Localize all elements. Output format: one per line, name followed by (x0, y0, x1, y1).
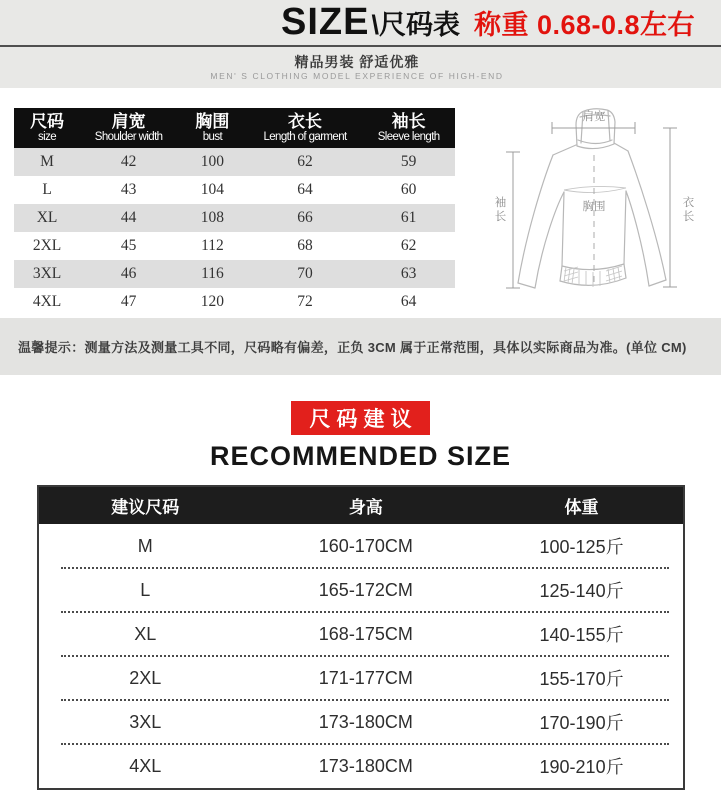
diagram-label-sleeve: 袖长 (494, 197, 507, 223)
cell-length: 62 (297, 153, 313, 170)
col-shoulder-en: Shoulder width (94, 131, 163, 143)
table-row (14, 232, 455, 260)
col-header-length (248, 108, 363, 148)
cell-length: 70 (297, 265, 313, 282)
title-size-cn: \尺码表 (371, 10, 460, 40)
cell-size: 3XL (32, 265, 62, 282)
cell-size: 4XL (32, 293, 62, 310)
col-shoulder-cn: 肩宽 (111, 112, 146, 131)
cell-length: 68 (297, 237, 313, 254)
size-table-body (14, 148, 455, 316)
cell-bust: 112 (201, 237, 224, 254)
table-row (14, 204, 455, 232)
col-sleeve-en: Sleeve length (377, 131, 440, 143)
cell-shoulder: 45 (120, 237, 137, 254)
cell-height: 173-180CM (318, 755, 413, 776)
recommended-size-section (0, 375, 721, 790)
subtitle-english: MEN' S CLOTHING MODEL EXPERIENCE OF HIGH-END (210, 71, 504, 81)
cell-weight: 190-210斤 (539, 757, 624, 777)
cell-bust: 100 (200, 153, 225, 170)
cell-size: XL (134, 623, 157, 644)
diagram-label-bust: 胸围 (582, 201, 606, 213)
cell-weight: 100-125斤 (539, 537, 624, 557)
cell-size: M (40, 153, 54, 170)
cell-height: 160-170CM (318, 535, 413, 556)
cell-length: 64 (297, 181, 313, 198)
recommended-size-table (37, 485, 685, 790)
divider-line (0, 45, 721, 47)
cell-sleeve: 61 (400, 209, 417, 226)
cell-shoulder: 42 (120, 153, 137, 170)
col-header-recommend-size: 建议尺码 (111, 498, 180, 517)
header-banner (0, 0, 721, 88)
col-header-height: 身高 (348, 498, 383, 517)
table-row (39, 744, 683, 788)
recommend-table-header (39, 487, 683, 524)
cell-sleeve: 59 (400, 153, 417, 170)
table-row (39, 524, 683, 568)
cell-size: L (140, 579, 151, 600)
cell-shoulder: 43 (120, 181, 137, 198)
cell-shoulder: 44 (120, 209, 137, 226)
diagram-label-shoulder: 肩宽 (582, 111, 606, 123)
table-row (39, 568, 683, 612)
col-bust-cn: 胸围 (195, 112, 230, 131)
table-row (39, 612, 683, 656)
cell-size: L (42, 181, 52, 198)
cell-weight: 155-170斤 (539, 669, 624, 689)
size-table (14, 108, 455, 316)
cell-height: 165-172CM (318, 579, 413, 600)
cell-size: M (137, 535, 153, 556)
cell-shoulder: 46 (120, 265, 137, 282)
col-header-weight: 体重 (564, 498, 599, 517)
cell-size: 2XL (32, 237, 62, 254)
cell-size: 3XL (129, 711, 162, 732)
cell-weight: 140-155斤 (539, 625, 624, 645)
col-length-en: Length of garment (263, 131, 347, 143)
title-size-en: SIZE (281, 1, 370, 43)
cell-weight: 170-190斤 (539, 713, 624, 733)
cell-length: 66 (297, 209, 313, 226)
col-header-size (14, 108, 80, 148)
table-row (14, 176, 455, 204)
garment-measurement-diagram (460, 95, 721, 318)
recommended-size-title: RECOMMENDED SIZE (209, 441, 512, 471)
col-header-bust (177, 108, 248, 148)
title-weight-note: 称重 0.68-0.8左右 (473, 10, 696, 40)
diagram-label-length: 衣长 (682, 197, 695, 223)
cell-size: 2XL (129, 667, 162, 688)
size-table-panel (0, 88, 721, 318)
cell-sleeve: 64 (400, 293, 417, 310)
cell-height: 171-177CM (318, 667, 413, 688)
cell-height: 168-175CM (318, 623, 413, 644)
col-header-sleeve (362, 108, 455, 148)
col-header-shoulder (80, 108, 177, 148)
table-row (39, 700, 683, 744)
cell-length: 72 (297, 293, 313, 310)
tip-text: 温馨提示：测量方法及测量工具不同，尺码略有偏差，正负 3CM 属于正常范围，具体以实际商品为准。(单位 CM) (18, 340, 687, 355)
col-sleeve-cn: 袖长 (391, 112, 426, 131)
cell-sleeve: 62 (400, 237, 417, 254)
col-size-en: size (38, 131, 57, 143)
table-row (14, 288, 455, 316)
subtitle-chinese: 精品男装 舒适优雅 (294, 54, 420, 70)
size-table-header (14, 108, 455, 148)
cell-bust: 120 (200, 293, 225, 310)
cell-shoulder: 47 (120, 293, 137, 310)
table-row (14, 260, 455, 288)
cell-bust: 104 (200, 181, 225, 198)
size-advice-badge: 尺码建议 (291, 401, 430, 435)
cell-weight: 125-140斤 (539, 581, 624, 601)
col-length-cn: 衣长 (288, 112, 323, 131)
cell-height: 173-180CM (318, 711, 413, 732)
table-row (39, 656, 683, 700)
cell-sleeve: 60 (400, 181, 417, 198)
cell-size: XL (36, 209, 58, 226)
col-size-cn: 尺码 (30, 112, 65, 131)
measurement-tip-bar (0, 318, 721, 375)
cell-bust: 116 (201, 265, 224, 282)
cell-sleeve: 63 (400, 265, 417, 282)
page-title (281, 1, 695, 44)
cell-bust: 108 (200, 209, 225, 226)
table-row (14, 148, 455, 176)
cell-size: 4XL (129, 755, 162, 776)
col-bust-en: bust (202, 131, 223, 143)
